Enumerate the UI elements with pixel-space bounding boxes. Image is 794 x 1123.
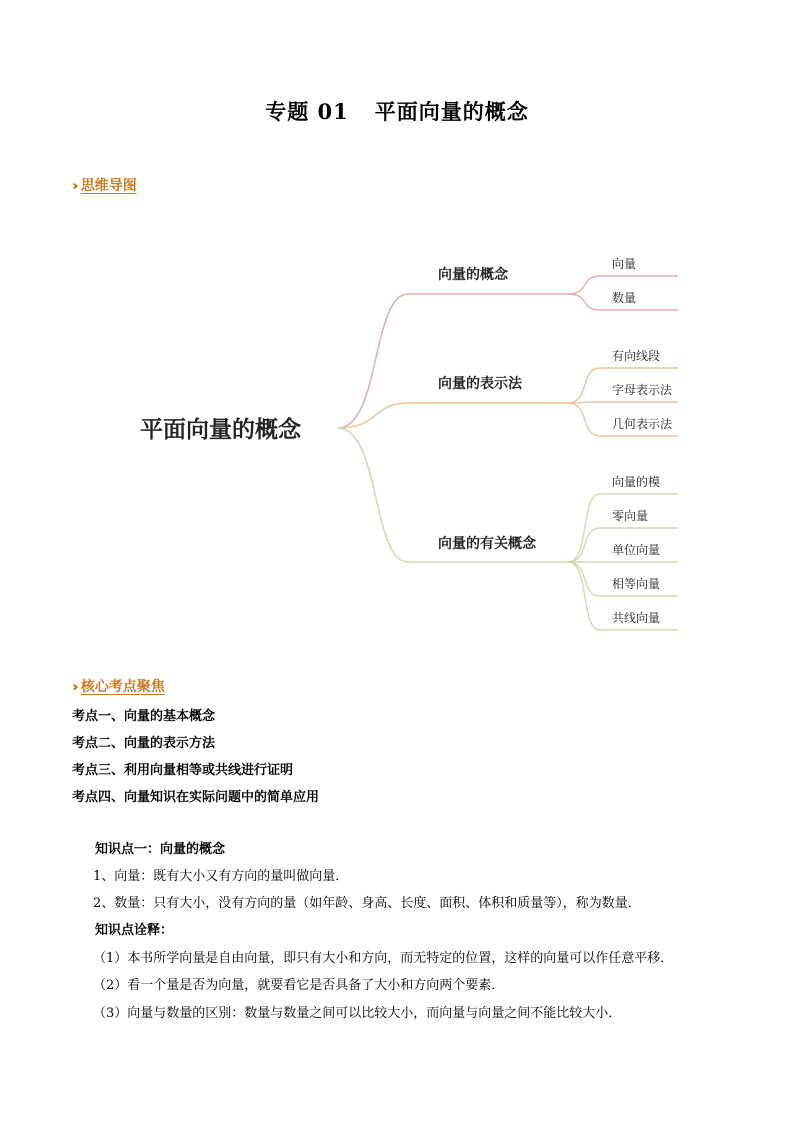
focus-point: 考点三、利用向量相等或共线进行证明: [72, 763, 294, 778]
explain-item: （2）看一个量是否为向量，就要看它是否具备了大小和方向两个要素．: [93, 978, 505, 993]
knowledge-item: 2、数量：只有大小，没有方向的量（如年龄、身高、长度、面积、体积和质量等），称为数量．: [93, 896, 641, 911]
explain-item: （1）本书所学向量是自由向量，即只有大小和方向，而无特定的位置，这样的向量可以作任意平移．: [93, 951, 674, 966]
knowledge-item: 1、向量：既有大小又有方向的量叫做向量．: [93, 869, 349, 884]
mindmap-leaf: 向量的模: [612, 475, 661, 489]
mindmap-leaf: 有向线段: [612, 349, 661, 363]
mindmap-leaf: 相等向量: [612, 577, 661, 591]
mindmap-leaf: 数量: [612, 291, 637, 305]
section-heading-focus-label: 核心考点聚焦: [80, 679, 165, 695]
title-prefix: 专题 01: [265, 99, 349, 124]
mindmap-branch-2: 向量的表示法: [438, 376, 522, 392]
explain-item: （3）向量与数量的区别：数量与数量之间可以比较大小，而向量与向量之间不能比较大小．: [93, 1006, 622, 1021]
double-chevron-icon: ››: [72, 179, 75, 194]
explain-heading: 知识点诠释：: [95, 923, 174, 938]
mindmap-leaf: 向量: [612, 257, 637, 271]
focus-point: 考点二、向量的表示方法: [72, 736, 216, 751]
knowledge-heading: 知识点一：向量的概念: [95, 842, 226, 857]
title-main: 平面向量的概念: [374, 99, 529, 124]
mindmap-leaf: 几何表示法: [612, 417, 673, 431]
mindmap-branch-1: 向量的概念: [438, 267, 508, 283]
connector-branch-2-leaf-2: [568, 402, 678, 403]
focus-point: 考点一、向量的基本概念: [72, 709, 216, 724]
focus-point: 考点四、向量知识在实际问题中的简单应用: [72, 790, 320, 805]
mindmap-root: 平面向量的概念: [140, 417, 301, 443]
section-heading-focus: [72, 676, 165, 696]
mindmap-leaf: 单位向量: [612, 543, 661, 557]
mindmap-leaf: 字母表示法: [612, 383, 673, 397]
double-chevron-icon: ››: [72, 680, 75, 695]
mindmap-leaf: 零向量: [612, 509, 649, 523]
mindmap-leaf: 共线向量: [612, 611, 661, 625]
connector-root-branch-2: [338, 403, 568, 428]
connector-root-branch-1: [338, 294, 568, 428]
section-heading-mindmap-label: 思维导图: [80, 178, 137, 194]
mindmap-branch-3: 向量的有关概念: [438, 536, 536, 552]
